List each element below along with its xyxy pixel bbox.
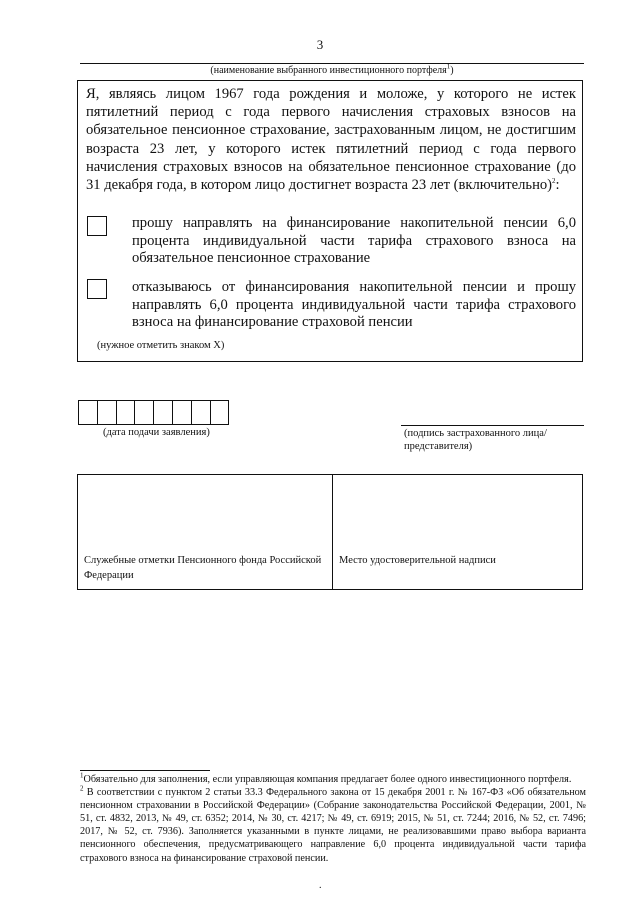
footnote-1: $^1$Обязательно для заполнения, если управляющая компания предлагает более одного инвестиционного портфеля. bbox=[80, 771, 572, 785]
date-cell[interactable] bbox=[116, 400, 136, 425]
service-marks-table bbox=[77, 474, 583, 590]
certification-label: Место удостоверительной надписи bbox=[339, 555, 496, 566]
date-input-boxes[interactable] bbox=[79, 400, 229, 425]
option-1-text: прошу направлять на финансирование накопительной пенсии 6,0 процента индивидуальной части тарифа страхового взноса на обязательное пенсионное страхование bbox=[132, 215, 576, 266]
footnote-ref-2: 2 bbox=[552, 177, 556, 186]
declaration-text: Я, являясь лицом 1967 года рождения и моложе, у которого не истек пятилетний период с года первого начисления страховых взносов на обязательное пенсионное страхование, застрахованным лицом, не достигшим возраста 23 лет, у которого истек пятилетний период с года первого начисления страховых взносов на обязательное пенсионное страхование (до 31 декабря года, в котором лицо достигнет возраста 23 лет (включительно)$^2$: bbox=[86, 86, 576, 194]
option-2-checkbox[interactable] bbox=[87, 279, 107, 299]
page-number: 3 bbox=[316, 37, 324, 52]
footnote-separator bbox=[80, 770, 210, 771]
date-cell[interactable] bbox=[191, 400, 211, 425]
trailing-mark: . bbox=[319, 880, 322, 891]
portfolio-name-line bbox=[80, 63, 584, 64]
date-cell[interactable] bbox=[97, 400, 117, 425]
signature-line[interactable] bbox=[401, 425, 584, 426]
certification-cell bbox=[333, 475, 582, 589]
mark-note: (нужное отметить знаком X) bbox=[97, 340, 225, 351]
option-2-text: отказываюсь от финансирования накопительной пенсии и прошу направлять 6,0 процента индивидуальной части тарифа страхового взноса на финансирование страховой пенсии bbox=[132, 279, 576, 330]
option-1-checkbox[interactable] bbox=[87, 216, 107, 236]
date-cell[interactable] bbox=[78, 400, 98, 425]
date-cell[interactable] bbox=[172, 400, 192, 425]
service-marks-cell bbox=[78, 475, 333, 589]
date-cell[interactable] bbox=[153, 400, 173, 425]
date-caption: (дата подачи заявления) bbox=[103, 427, 210, 438]
footnote-2: $^2$ В соответствии с пунктом 2 статьи 33.3 Федерального закона от 15 декабря 2001 г. № 167-ФЗ «Об обязательном пенсионном страховании в Российской Федерации» (Собрание законодательства Российской Федерации, 2001, № 51, ст. 4832, 2013, № 49, ст. 6352; 2014, № 30, ст. 4217; № 49, ст. 6919; 2015, № 51, ст. 7244; 2016, № 52, ст. 7496; 2017, № 52, ст. 7936). Заполняется указанными в пункте лицами, не реализовавшими право выбора варианта пенсионного обеспечения, предусматривающего направление 6,0 процента индивидуальной части тарифа страхового взноса на финансирование страховой пенсии. bbox=[80, 784, 587, 864]
portfolio-caption: (наименование выбранного инвестиционного портфеля$^1$) bbox=[210, 62, 454, 76]
footnotes bbox=[80, 773, 586, 865]
footnote-ref-1: 1 bbox=[446, 62, 451, 71]
service-marks-label: Служебные отметки Пенсионного фонда Российской Федерации bbox=[84, 555, 322, 581]
date-cell[interactable] bbox=[134, 400, 154, 425]
signature-caption: (подпись застрахованного лица/ представителя) bbox=[404, 428, 547, 452]
date-cell[interactable] bbox=[210, 400, 230, 425]
